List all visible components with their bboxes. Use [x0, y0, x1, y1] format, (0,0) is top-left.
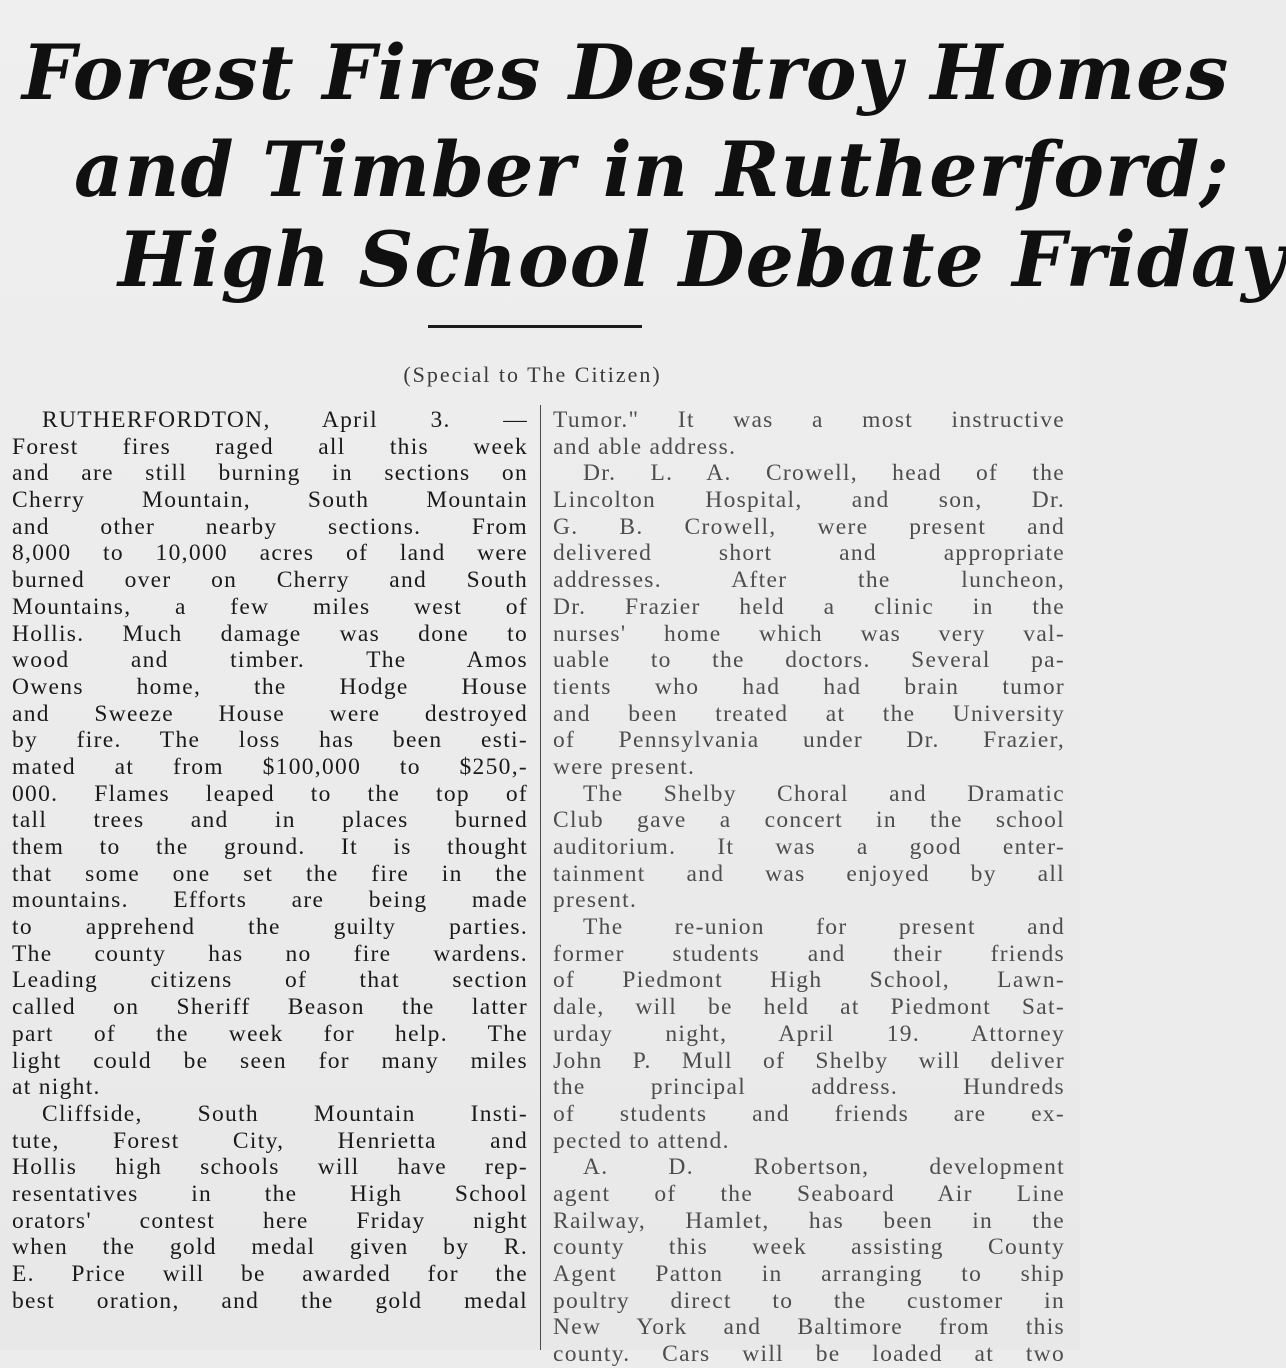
article-column-right: [553, 407, 1065, 1368]
column-text-line: of Pennsylvania under Dr. Frazier,: [553, 727, 1065, 754]
column-text-line: orators' contest here Friday night: [12, 1207, 528, 1234]
article-column-left: [12, 407, 528, 1314]
column-text-line: Owens home, the Hodge House: [12, 673, 528, 700]
column-text-line: light could be seen for many miles: [12, 1047, 528, 1074]
column-text-line: Agent Patton in arranging to ship: [553, 1261, 1065, 1287]
column-text-line: auditorium. It was a good enter-: [553, 834, 1065, 860]
column-text-line: poultry direct to the customer in: [553, 1287, 1065, 1314]
column-text-line: best oration, and the gold medal: [12, 1287, 528, 1314]
column-text-line: delivered short and appropriate: [553, 540, 1065, 567]
column-text-line: E. Price will be awarded for the: [12, 1261, 528, 1287]
column-text-line: tients who had had brain tumor: [553, 673, 1065, 700]
column-text-line: Cliffside, South Mountain Insti-: [42, 1100, 528, 1127]
column-text-line: dale, will be held at Piedmont Sat-: [553, 994, 1065, 1021]
column-text-line: tainment and was enjoyed by all: [553, 860, 1065, 887]
column-divider: [540, 405, 541, 1350]
column-text-line: addresses. After the luncheon,: [553, 567, 1065, 594]
column-text-line: them to the ground. It is thought: [12, 834, 528, 860]
column-text-line: tall trees and in places burned: [12, 807, 528, 834]
column-text-line: agent of the Seaboard Air Line: [553, 1180, 1065, 1207]
column-text-line: Dr. Frazier held a clinic in the: [553, 593, 1065, 620]
column-text-line: Hollis high schools will have rep-: [12, 1154, 528, 1181]
column-text-line: wood and timber. The Amos: [12, 647, 528, 674]
column-text-line: 000. Flames leaped to the top of: [12, 780, 528, 807]
column-text-line: Mountains, a few miles west of: [12, 593, 528, 620]
column-text-line: mountains. Efforts are being made: [12, 887, 528, 914]
column-text-line: uable to the doctors. Several pa-: [553, 647, 1065, 674]
column-text-line: resentatives in the High School: [12, 1180, 528, 1207]
headline-line-2: and Timber in Rutherford;: [74, 125, 1230, 214]
column-text-line: G. B. Crowell, were present and: [553, 513, 1065, 540]
column-text-line: Railway, Hamlet, has been in the: [553, 1207, 1065, 1234]
column-text-line: Dr. L. A. Crowell, head of the: [583, 460, 1065, 487]
column-text-line: and other nearby sections. From: [12, 513, 528, 540]
column-text-line: and are still burning in sections on: [12, 460, 528, 487]
column-text-line: part of the week for help. The: [12, 1020, 528, 1047]
column-text-line: urday night, April 19. Attorney: [553, 1020, 1065, 1047]
headline-line-3: High School Debate Friday: [118, 215, 1286, 304]
column-text-line: by fire. The loss has been esti-: [12, 727, 528, 754]
column-text-line: RUTHERFORDTON, April 3. —: [42, 407, 528, 433]
column-text-line: when the gold medal given by R.: [12, 1234, 528, 1261]
column-text-line: of Piedmont High School, Lawn-: [553, 967, 1065, 994]
column-text-line: Leading citizens of that section: [12, 967, 528, 994]
column-text-line: New York and Baltimore from this: [553, 1314, 1065, 1341]
column-text-line: nurses' home which was very val-: [553, 620, 1065, 647]
column-text-line: The re-union for present and: [583, 914, 1065, 941]
column-text-line: burned over on Cherry and South: [12, 567, 528, 594]
column-text-line: Club gave a concert in the school: [553, 807, 1065, 834]
column-text-line: the principal address. Hundreds: [553, 1074, 1065, 1101]
headline-line-1: Forest Fires Destroy Homes: [22, 28, 1230, 117]
column-text-line: of students and friends are ex-: [553, 1100, 1065, 1127]
column-text-line: present.: [553, 887, 638, 914]
column-text-line: The Shelby Choral and Dramatic: [583, 780, 1065, 807]
column-text-line: pected to attend.: [553, 1127, 730, 1154]
column-text-line: Lincolton Hospital, and son, Dr.: [553, 487, 1065, 514]
column-text-line: county this week assisting County: [553, 1234, 1065, 1261]
column-text-line: at night.: [12, 1074, 101, 1101]
column-text-line: John P. Mull of Shelby will deliver: [553, 1047, 1065, 1074]
column-text-line: county. Cars will be loaded at two: [553, 1341, 1065, 1368]
column-text-line: Forest fires raged all this week: [12, 433, 528, 460]
column-text-line: Cherry Mountain, South Mountain: [12, 487, 528, 514]
column-text-line: to apprehend the guilty parties.: [12, 914, 528, 941]
column-text-line: former students and their friends: [553, 940, 1065, 967]
column-text-line: Tumor." It was a most instructive: [553, 407, 1065, 433]
column-text-line: and been treated at the University: [553, 700, 1065, 727]
column-text-line: tute, Forest City, Henrietta and: [12, 1127, 528, 1154]
column-text-line: 8,000 to 10,000 acres of land were: [12, 540, 528, 567]
byline: (Special to The Citizen): [403, 362, 662, 387]
column-text-line: A. D. Robertson, development: [583, 1154, 1065, 1181]
column-text-line: and able address.: [553, 433, 737, 460]
column-text-line: that some one set the fire in the: [12, 860, 528, 887]
column-text-line: were present.: [553, 753, 696, 780]
headline-rule: [428, 325, 642, 328]
column-text-line: The county has no fire wardens.: [12, 940, 528, 967]
column-text-line: mated at from $100,000 to $250,-: [12, 753, 528, 780]
column-text-line: and Sweeze House were destroyed: [12, 700, 528, 727]
column-text-line: Hollis. Much damage was done to: [12, 620, 528, 647]
column-text-line: called on Sheriff Beason the latter: [12, 994, 528, 1021]
